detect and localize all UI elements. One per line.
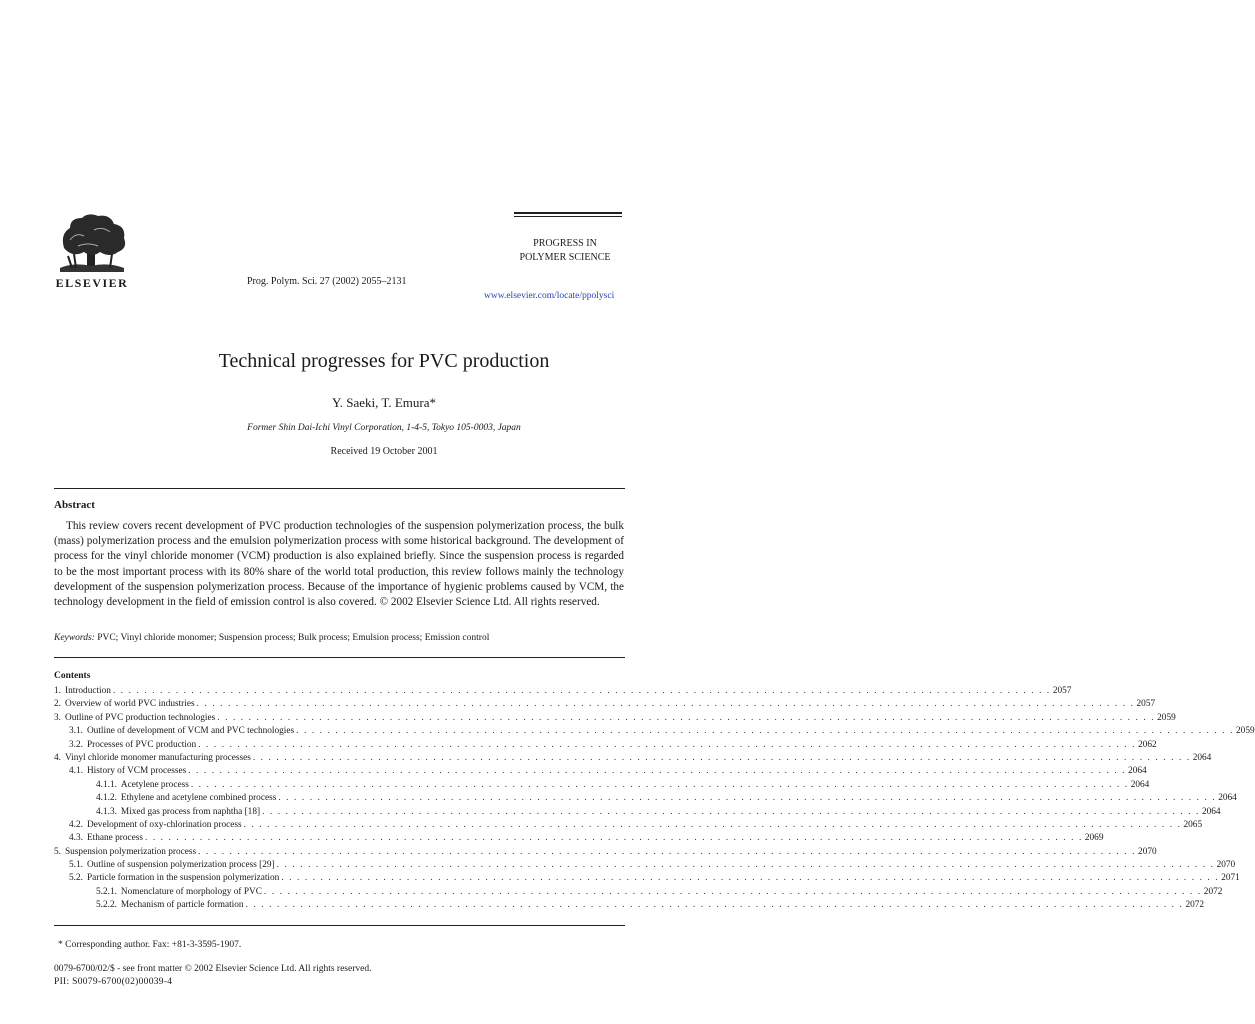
toc-entry-title: Acetylene process [120,779,189,790]
toc-entry-title: Development of oxy-chlorination process [86,819,242,830]
toc-entry-number: 3. [54,712,61,723]
toc-entry-page: 2059 [1157,712,1176,723]
toc-entry-page: 2071 [1221,873,1240,884]
toc-entry-number: 4.1.1. [96,779,117,790]
toc-entry[interactable] [54,832,1104,845]
toc-entry-number: 4. [54,752,61,763]
journal-name-line1: PROGRESS IN [533,238,597,249]
toc-entry[interactable] [54,846,1157,859]
toc-entry-title: Suspension polymerization process [64,846,197,857]
toc-entry-title: Particle formation in the suspension polymerization [86,873,280,884]
toc-entry-page: 2064 [1128,766,1147,777]
toc-entry-page: 2064 [1218,793,1237,804]
toc-entry[interactable] [54,765,1147,778]
journal-url-link[interactable]: www.elsevier.com/locate/ppolysci [484,291,615,301]
toc-entry-number: 5.2.2. [96,900,117,911]
toc-entry-number: 4.3. [69,833,83,844]
toc-leader-dots: . . . . . . . . . . . . . . . . . . . . . . . . . . . . . . . . . . . . . . . . . . . . . . . . . . . . . . . . . . . . . . . . . . . . . . . . . . . . . . . . . . . . . . . . . . . . . . . . . . . . . . . . . . . . . . . . . . . . . . . . [198,739,1137,750]
publisher-name: ELSEVIER [55,276,129,290]
toc-entry[interactable] [54,886,1223,899]
toc-leader-dots: . . . . . . . . . . . . . . . . . . . . . . . . . . . . . . . . . . . . . . . . . . . . . . . . . . . . . . . . . . . . . . . . . . . . . . . . . . . . . . . . . . . . . . . . . . . . . . . . . . . . . . . . . . . . . . . . . . . . . . . . [296,726,1235,737]
toc-leader-dots: . . . . . . . . . . . . . . . . . . . . . . . . . . . . . . . . . . . . . . . . . . . . . . . . . . . . . . . . . . . . . . . . . . . . . . . . . . . . . . . . . . . . . . . . . . . . . . . . . . . . . . . . . . . . . . . . . . . . . . . . [112,686,1051,696]
toc-entry-title: Mechanism of particle formation [120,900,244,911]
toc-entry-number: 4.1.3. [96,806,117,817]
toc-leader-dots: . . . . . . . . . . . . . . . . . . . . . . . . . . . . . . . . . . . . . . . . . . . . . . . . . . . . . . . . . . . . . . . . . . . . . . . . . . . . . . . . . . . . . . . . . . . . . . . . . . . . . . . . . . . . . . . . . . . . . . . . [190,779,1129,790]
toc-leader-dots: . . . . . . . . . . . . . . . . . . . . . . . . . . . . . . . . . . . . . . . . . . . . . . . . . . . . . . . . . . . . . . . . . . . . . . . . . . . . . . . . . . . . . . . . . . . . . . . . . . . . . . . . . . . . . . . . . . . . . . . . [144,833,1083,844]
divider [54,657,625,658]
toc-entry-title: Outline of PVC production technologies [64,712,216,723]
journal-name [490,237,640,265]
toc-entry-title: History of VCM processes [86,766,187,777]
toc-leader-dots: . . . . . . . . . . . . . . . . . . . . . . . . . . . . . . . . . . . . . . . . . . . . . . . . . . . . . . . . . . . . . . . . . . . . . . . . . . . . . . . . . . . . . . . . . . . . . . . . . . . . . . . . . . . . . . . . . . . . . . . . [245,900,1184,911]
toc-entry[interactable] [54,739,1157,752]
toc-entry-number: 5.1. [69,860,83,871]
abstract-body: This review covers recent development of PVC production technologies of the suspension polymerization process, the bulk (mass) polymerization process and the emulsion polymerization process with some historical background. The development of process for the vinyl chloride monomer (VCM) production is also explained briefly. Since the suspension process is regarded to be the most important process with its 80% share of the world total production, this review follows mainly the technology development of the suspension polymerization process. Because of the importance of hygienic problems caused by VCM, the technology development in the field of emission control is also covered. © 2002 Elsevier Science Ltd. All rights reserved. [54,520,624,609]
toc-entry-page: 2062 [1138,739,1157,750]
corresponding-author-footnote: * Corresponding author. Fax: +81-3-3595-1907. [58,940,242,950]
toc-entry-page: 2072 [1185,900,1205,911]
toc-entry-page: 2059 [1236,726,1255,737]
toc-leader-dots: . . . . . . . . . . . . . . . . . . . . . . . . . . . . . . . . . . . . . . . . . . . . . . . . . . . . . . . . . . . . . . . . . . . . . . . . . . . . . . . . . . . . . . . . . . . . . . . . . . . . . . . . . . . . . . . . . . . . . . . . [196,699,1135,710]
keywords-label: Keywords: [54,633,95,643]
toc-entry-number: 4.2. [69,819,83,830]
toc-entry-number: 5. [54,846,61,857]
toc-leader-dots: . . . . . . . . . . . . . . . . . . . . . . . . . . . . . . . . . . . . . . . . . . . . . . . . . . . . . . . . . . . . . . . . . . . . . . . . . . . . . . . . . . . . . . . . . . . . . . . . . . . . . . . . . . . . . . . . . . . . . . . . [198,846,1137,857]
toc-entry-page: 2065 [1183,819,1203,830]
elsevier-logo [54,212,130,291]
toc-entry-page: 2057 [1052,686,1072,696]
contents-heading: Contents [54,671,91,681]
toc-entry-number: 4.1. [69,766,83,777]
toc-entry[interactable] [54,899,1205,912]
toc-leader-dots: . . . . . . . . . . . . . . . . . . . . . . . . . . . . . . . . . . . . . . . . . . . . . . . . . . . . . . . . . . . . . . . . . . . . . . . . . . . . . . . . . . . . . . . . . . . . . . . . . . . . . . . . . . . . . . . . . . . . . . . . [263,886,1202,897]
tree-icon [54,212,130,274]
toc-entry[interactable] [54,712,1176,725]
author-affiliation: Former Shin Dai-Ichi Vinyl Corporation, 1-4-5, Tokyo 105-0003, Japan [247,423,521,433]
copyright-line: 0079-6700/02/$ - see front matter © 2002 Elsevier Science Ltd. All rights reserved. [54,964,372,974]
toc-entry[interactable] [54,752,1212,765]
toc-leader-dots: . . . . . . . . . . . . . . . . . . . . . . . . . . . . . . . . . . . . . . . . . . . . . . . . . . . . . . . . . . . . . . . . . . . . . . . . . . . . . . . . . . . . . . . . . . . . . . . . . . . . . . . . . . . . . . . . . . . . . . . . [262,806,1200,817]
journal-name-line2: POLYMER SCIENCE [519,252,611,263]
toc-leader-dots: . . . . . . . . . . . . . . . . . . . . . . . . . . . . . . . . . . . . . . . . . . . . . . . . . . . . . . . . . . . . . . . . . . . . . . . . . . . . . . . . . . . . . . . . . . . . . . . . . . . . . . . . . . . . . . . . . . . . . . . . [281,873,1220,884]
toc-entry[interactable] [54,685,1072,698]
toc-entry[interactable] [54,859,1236,872]
toc-entry[interactable] [54,806,1221,819]
toc-leader-dots: . . . . . . . . . . . . . . . . . . . . . . . . . . . . . . . . . . . . . . . . . . . . . . . . . . . . . . . . . . . . . . . . . . . . . . . . . . . . . . . . . . . . . . . . . . . . . . . . . . . . . . . . . . . . . . . . . . . . . . . . [276,860,1215,871]
toc-entry-number: 1. [54,686,61,696]
toc-leader-dots: . . . . . . . . . . . . . . . . . . . . . . . . . . . . . . . . . . . . . . . . . . . . . . . . . . . . . . . . . . . . . . . . . . . . . . . . . . . . . . . . . . . . . . . . . . . . . . . . . . . . . . . . . . . . . . . . . . . . . . . . [188,766,1127,777]
article-title: Technical progresses for PVC production [218,350,550,372]
toc-entry-page: 2064 [1192,752,1212,763]
toc-entry[interactable] [54,792,1237,805]
divider [54,925,625,926]
article-authors: Y. Saeki, T. Emura* [332,395,436,410]
journal-citation: Prog. Polym. Sci. 27 (2002) 2055–2131 [247,276,407,287]
toc-entry[interactable] [54,872,1240,885]
toc-entry-title: Nomenclature of morphology of PVC [120,886,262,897]
toc-entry-page: 2064 [1201,806,1221,817]
keywords-list: PVC; Vinyl chloride monomer; Suspension process; Bulk process; Emulsion process; Emission control [97,633,490,643]
toc-entry-number: 3.1. [69,726,83,737]
toc-entry[interactable] [54,779,1150,792]
toc-entry-title: Overview of world PVC industries [64,699,195,710]
toc-leader-dots: . . . . . . . . . . . . . . . . . . . . . . . . . . . . . . . . . . . . . . . . . . . . . . . . . . . . . . . . . . . . . . . . . . . . . . . . . . . . . . . . . . . . . . . . . . . . . . . . . . . . . . . . . . . . . . . . . . . . . . . . [243,819,1182,830]
keywords [54,633,489,643]
toc-entry-title: Ethylene and acetylene combined process [120,793,277,804]
toc-entry-title: Introduction [64,686,111,696]
toc-entry[interactable] [54,819,1203,832]
journal-rule [514,212,622,214]
toc-entry-title: Outline of suspension polymerization process [29] [86,860,275,871]
toc-entry-title: Mixed gas process from naphtha [18] [120,806,261,817]
toc-entry-title: Outline of development of VCM and PVC technologies [86,726,295,737]
toc-entry-page: 2064 [1130,779,1150,790]
toc-entry-number: 2. [54,699,61,710]
toc-entry-number: 3.2. [69,739,83,750]
toc-entry-title: Processes of PVC production [86,739,197,750]
divider [54,488,625,489]
pii-identifier: PII: S0079-6700(02)00039-4 [54,977,173,987]
toc-entry[interactable] [54,698,1156,711]
toc-entry-title: Ethane process [86,833,143,844]
toc-entry-number: 5.2. [69,873,83,884]
toc-entry-page: 2070 [1138,846,1157,857]
toc-entry-page: 2072 [1203,886,1223,897]
toc-entry[interactable] [54,725,1255,738]
toc-leader-dots: . . . . . . . . . . . . . . . . . . . . . . . . . . . . . . . . . . . . . . . . . . . . . . . . . . . . . . . . . . . . . . . . . . . . . . . . . . . . . . . . . . . . . . . . . . . . . . . . . . . . . . . . . . . . . . . . . . . . . . . . [252,752,1191,763]
table-of-contents [54,685,1255,913]
toc-leader-dots: . . . . . . . . . . . . . . . . . . . . . . . . . . . . . . . . . . . . . . . . . . . . . . . . . . . . . . . . . . . . . . . . . . . . . . . . . . . . . . . . . . . . . . . . . . . . . . . . . . . . . . . . . . . . . . . . . . . . . . . . [278,793,1217,804]
toc-entry-title: Vinyl chloride monomer manufacturing processes [64,752,251,763]
toc-entry-page: 2069 [1084,833,1104,844]
journal-rule-thin [514,216,622,217]
toc-entry-number: 4.1.2. [96,793,117,804]
toc-entry-page: 2070 [1216,860,1236,871]
toc-entry-number: 5.2.1. [96,886,117,897]
toc-entry-page: 2057 [1136,699,1156,710]
received-date: Received 19 October 2001 [330,446,438,457]
abstract-heading: Abstract [54,499,95,511]
toc-leader-dots: . . . . . . . . . . . . . . . . . . . . . . . . . . . . . . . . . . . . . . . . . . . . . . . . . . . . . . . . . . . . . . . . . . . . . . . . . . . . . . . . . . . . . . . . . . . . . . . . . . . . . . . . . . . . . . . . . . . . . . . . [217,712,1156,723]
